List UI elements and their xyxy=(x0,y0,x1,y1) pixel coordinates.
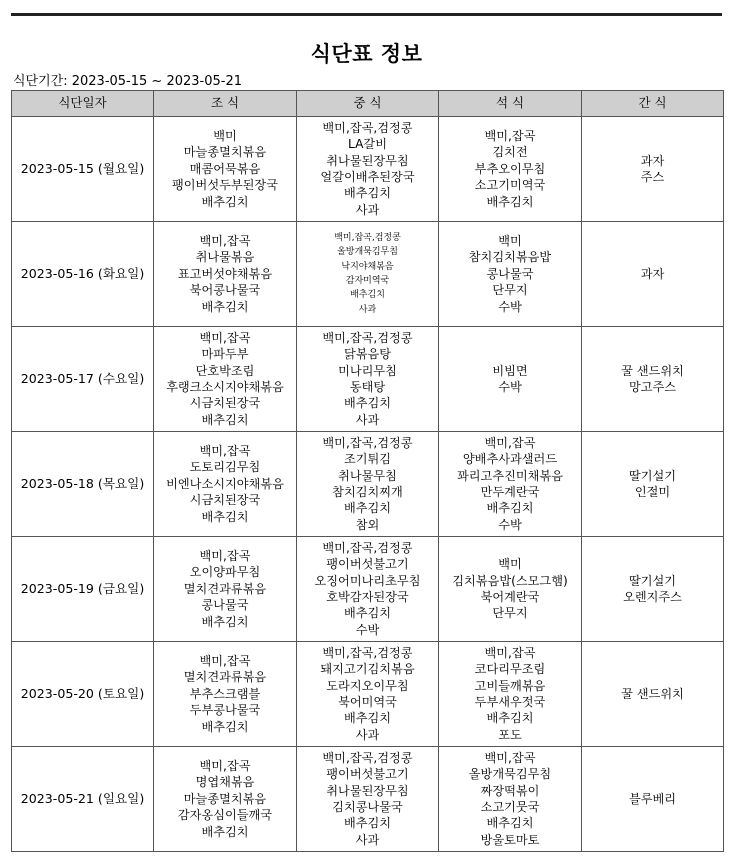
table-row xyxy=(12,327,724,432)
meal-date: 2023-05-19 (금요일) xyxy=(12,537,154,642)
menu-item: 배추김치 xyxy=(201,412,249,427)
snack-cell xyxy=(582,432,724,537)
breakfast-cell xyxy=(154,222,297,327)
menu-item: 백미,잡곡 xyxy=(199,330,251,345)
meal-period: 식단기간: 2023-05-15 ~ 2023-05-21 xyxy=(13,74,243,89)
menu-item: 올방개묵김무침 xyxy=(337,247,398,258)
menu-item: 팽이버섯불고기 xyxy=(326,557,409,572)
menu-item: 참치김치볶음밥 xyxy=(468,250,552,265)
breakfast-cell xyxy=(154,537,297,642)
meal-table xyxy=(11,90,724,852)
menu-item: 사과 xyxy=(355,832,380,847)
menu-item: 수박 xyxy=(498,380,522,394)
menu-item: 취나물무침 xyxy=(338,468,397,483)
menu-item: 배추김치 xyxy=(343,711,392,726)
menu-item: 후랭크소시지야채볶음 xyxy=(166,380,284,394)
menu-item: 백미,잡곡 xyxy=(199,443,251,458)
menu-item: 소고기미역국 xyxy=(474,178,546,193)
menu-item: 배추김치 xyxy=(343,186,392,201)
menu-item: 만두계란국 xyxy=(480,485,540,499)
menu-item: 팽이버섯불고기 xyxy=(326,767,409,782)
menu-item: 백미 xyxy=(213,128,237,143)
menu-item: 취나물된장무침 xyxy=(326,783,409,798)
menu-item: 수박 xyxy=(355,622,380,637)
lunch-cell xyxy=(297,432,439,537)
menu-item: 얼갈이배추된장국 xyxy=(320,170,415,184)
lunch-cell xyxy=(297,642,439,747)
menu-item: 딸기설기 xyxy=(628,468,677,483)
meal-date: 2023-05-17 (수요일) xyxy=(12,327,154,432)
menu-item: 꿀 샌드위치 xyxy=(621,363,684,378)
menu-item: 시금치된장국 xyxy=(189,493,261,508)
menu-item: 백미 xyxy=(498,557,522,572)
menu-item: 배추김치 xyxy=(486,501,534,516)
menu-item: 콩나물국 xyxy=(486,266,534,281)
menu-item: 배추김치 xyxy=(201,614,249,629)
menu-item: 백미 xyxy=(498,233,522,248)
snack-cell xyxy=(582,642,724,747)
menu-item: 블루베리 xyxy=(628,791,677,806)
menu-item: 닭볶음탕 xyxy=(343,347,392,362)
menu-item: 배추김치 xyxy=(201,509,249,524)
menu-item: 단호박조림 xyxy=(195,363,255,378)
menu-item: 김치콩나물국 xyxy=(332,800,403,814)
menu-item: 백미,잡곡,검정콩 xyxy=(334,232,401,243)
menu-item: 백미,잡곡,검정콩 xyxy=(322,120,413,135)
menu-item: 비엔나소시지야채볶음 xyxy=(166,476,284,491)
menu-item: 꿀 샌드위치 xyxy=(621,686,684,701)
menu-item: 멸치견과류볶음 xyxy=(183,581,267,596)
menu-item: 수박 xyxy=(498,517,522,532)
menu-item: 백미,잡곡 xyxy=(484,750,536,765)
table-row xyxy=(12,222,724,327)
menu-item: 배추김치 xyxy=(201,824,249,839)
breakfast-cell xyxy=(154,642,297,747)
menu-item: 사과 xyxy=(358,304,377,315)
menu-item: 취나물볶음 xyxy=(195,250,255,265)
menu-item: 오렌지주스 xyxy=(623,590,682,604)
menu-item: 양배추사과샐러드 xyxy=(462,452,558,467)
menu-item: 사과 xyxy=(355,412,380,427)
menu-item: 배추김치 xyxy=(201,719,249,734)
menu-item: 두부새우젓국 xyxy=(474,695,546,709)
menu-item: 망고주스 xyxy=(628,380,677,394)
breakfast-cell xyxy=(154,327,297,432)
menu-item: 주스 xyxy=(640,170,665,184)
menu-item: 감자미역국 xyxy=(345,276,390,286)
dinner-cell xyxy=(439,747,582,852)
top-rule xyxy=(11,13,722,16)
snack-cell xyxy=(582,537,724,642)
menu-item: 매콤어묵볶음 xyxy=(189,161,261,176)
header-breakfast: 조 식 xyxy=(154,91,297,117)
menu-item: 배추김치 xyxy=(343,816,392,831)
menu-item: 동태탕 xyxy=(349,380,386,394)
menu-item: 북어계란국 xyxy=(480,590,540,604)
dinner-cell xyxy=(439,537,582,642)
dinner-cell xyxy=(439,432,582,537)
menu-item: 백미,잡곡,검정콩 xyxy=(322,645,413,660)
menu-item: 사과 xyxy=(355,202,380,217)
menu-item: 시금치된장국 xyxy=(189,396,261,411)
menu-item: 도라지오이무침 xyxy=(326,678,409,693)
menu-item: 백미,잡곡 xyxy=(199,653,251,668)
menu-item: LA갈비 xyxy=(348,137,387,152)
menu-item: 배추김치 xyxy=(201,194,249,209)
menu-item: 백미,잡곡 xyxy=(199,233,251,248)
menu-item: 포도 xyxy=(498,727,522,742)
meal-date: 2023-05-18 (목요일) xyxy=(12,432,154,537)
page-title: 식단표 정보 xyxy=(310,42,423,66)
menu-item: 백미,잡곡 xyxy=(484,128,536,143)
dinner-cell xyxy=(439,642,582,747)
menu-item: 과자 xyxy=(640,153,665,168)
menu-item: 부추오이무침 xyxy=(474,161,546,176)
menu-item: 낙지야채볶음 xyxy=(341,261,394,272)
snack-cell xyxy=(582,327,724,432)
table-row xyxy=(12,117,724,222)
table-row xyxy=(12,537,724,642)
menu-item: 단무지 xyxy=(492,606,528,621)
lunch-cell xyxy=(297,222,439,327)
menu-item: 팽이버섯두부된장국 xyxy=(172,178,278,193)
dinner-cell xyxy=(439,117,582,222)
menu-item: 돼지고기김치볶음 xyxy=(320,662,415,677)
menu-item: 코다리무조림 xyxy=(474,662,546,677)
header-lunch: 중 식 xyxy=(297,91,439,117)
menu-item: 비빔면 xyxy=(492,363,528,378)
menu-item: 취나물된장무침 xyxy=(326,153,409,168)
menu-item: 북어미역국 xyxy=(338,695,397,709)
menu-item: 수박 xyxy=(498,299,522,314)
lunch-cell xyxy=(297,327,439,432)
menu-item: 백미,잡곡,검정콩 xyxy=(322,330,413,345)
menu-item: 배추김치 xyxy=(343,501,392,516)
menu-item: 배추김치 xyxy=(201,299,249,314)
lunch-cell xyxy=(297,117,439,222)
table-row xyxy=(12,432,724,537)
header-date: 식단일자 xyxy=(12,91,154,117)
menu-item: 김치전 xyxy=(492,145,528,160)
menu-item: 부추스크램블 xyxy=(189,686,261,701)
breakfast-cell xyxy=(154,747,297,852)
menu-item: 배추김치 xyxy=(486,816,534,831)
menu-item: 딸기설기 xyxy=(628,573,677,588)
menu-item: 백미,잡곡 xyxy=(484,645,536,660)
meal-date: 2023-05-21 (일요일) xyxy=(12,747,154,852)
lunch-cell xyxy=(297,747,439,852)
meal-date: 2023-05-15 (월요일) xyxy=(12,117,154,222)
menu-item: 북어콩나물국 xyxy=(189,283,261,298)
menu-item: 배추김치 xyxy=(486,711,534,726)
menu-item: 배추김치 xyxy=(486,194,534,209)
menu-item: 도토리김무침 xyxy=(189,460,261,475)
menu-item: 방울토마토 xyxy=(480,832,540,847)
menu-item: 고비들깨볶음 xyxy=(474,678,546,693)
menu-item: 조기튀김 xyxy=(343,452,392,467)
menu-item: 백미,잡곡 xyxy=(484,435,536,450)
header-snack: 간 식 xyxy=(582,91,724,117)
menu-item: 백미,잡곡 xyxy=(199,758,251,773)
menu-item: 콩나물국 xyxy=(201,598,249,613)
dinner-cell xyxy=(439,327,582,432)
menu-item: 참치김치찌개 xyxy=(332,485,403,499)
menu-item: 배추김치 xyxy=(343,396,392,411)
header-dinner: 석 식 xyxy=(439,91,582,117)
menu-item: 꽈리고추진미채볶음 xyxy=(457,468,563,483)
menu-item: 김치볶음밥(스모그햄) xyxy=(452,573,568,588)
meal-date: 2023-05-16 (화요일) xyxy=(12,222,154,327)
menu-item: 단무지 xyxy=(492,283,528,298)
breakfast-cell xyxy=(154,117,297,222)
menu-item: 마파두부 xyxy=(201,347,249,362)
menu-item: 사과 xyxy=(355,727,380,742)
menu-item: 마늘종멸치볶음 xyxy=(183,145,267,160)
meal-date: 2023-05-20 (토요일) xyxy=(12,642,154,747)
table-row xyxy=(12,747,724,852)
breakfast-cell xyxy=(154,432,297,537)
menu-item: 배추김치 xyxy=(343,606,392,621)
menu-item: 배추김치 xyxy=(350,290,385,301)
menu-item: 백미,잡곡 xyxy=(199,548,251,563)
menu-item: 올방개묵김무침 xyxy=(468,767,552,782)
menu-item: 마늘종멸치볶음 xyxy=(183,791,267,806)
menu-item: 멸치견과류볶음 xyxy=(183,670,267,685)
menu-item: 표고버섯야채볶음 xyxy=(177,266,273,281)
menu-item: 백미,잡곡,검정콩 xyxy=(322,540,413,555)
header-row xyxy=(12,91,724,117)
menu-item: 과자 xyxy=(640,266,665,281)
snack-cell xyxy=(582,747,724,852)
menu-item: 짜장떡볶이 xyxy=(480,783,540,798)
menu-item: 참외 xyxy=(355,517,380,532)
menu-item: 오징어미나리초무침 xyxy=(314,573,421,588)
menu-item: 감자옹심이들깨국 xyxy=(177,808,273,823)
snack-cell xyxy=(582,222,724,327)
menu-item: 소고기뭇국 xyxy=(480,800,540,814)
menu-item: 미나리무침 xyxy=(338,363,397,378)
menu-item: 두부콩나물국 xyxy=(189,703,261,718)
table-row xyxy=(12,642,724,747)
snack-cell xyxy=(582,117,724,222)
menu-item: 오이양파무침 xyxy=(189,565,261,580)
lunch-cell xyxy=(297,537,439,642)
menu-item: 명엽채볶음 xyxy=(195,775,255,790)
menu-item: 호박감자된장국 xyxy=(326,590,409,604)
menu-item: 인절미 xyxy=(634,485,671,499)
menu-item: 백미,잡곡,검정콩 xyxy=(322,750,413,765)
menu-item: 백미,잡곡,검정콩 xyxy=(322,435,413,450)
dinner-cell xyxy=(439,222,582,327)
